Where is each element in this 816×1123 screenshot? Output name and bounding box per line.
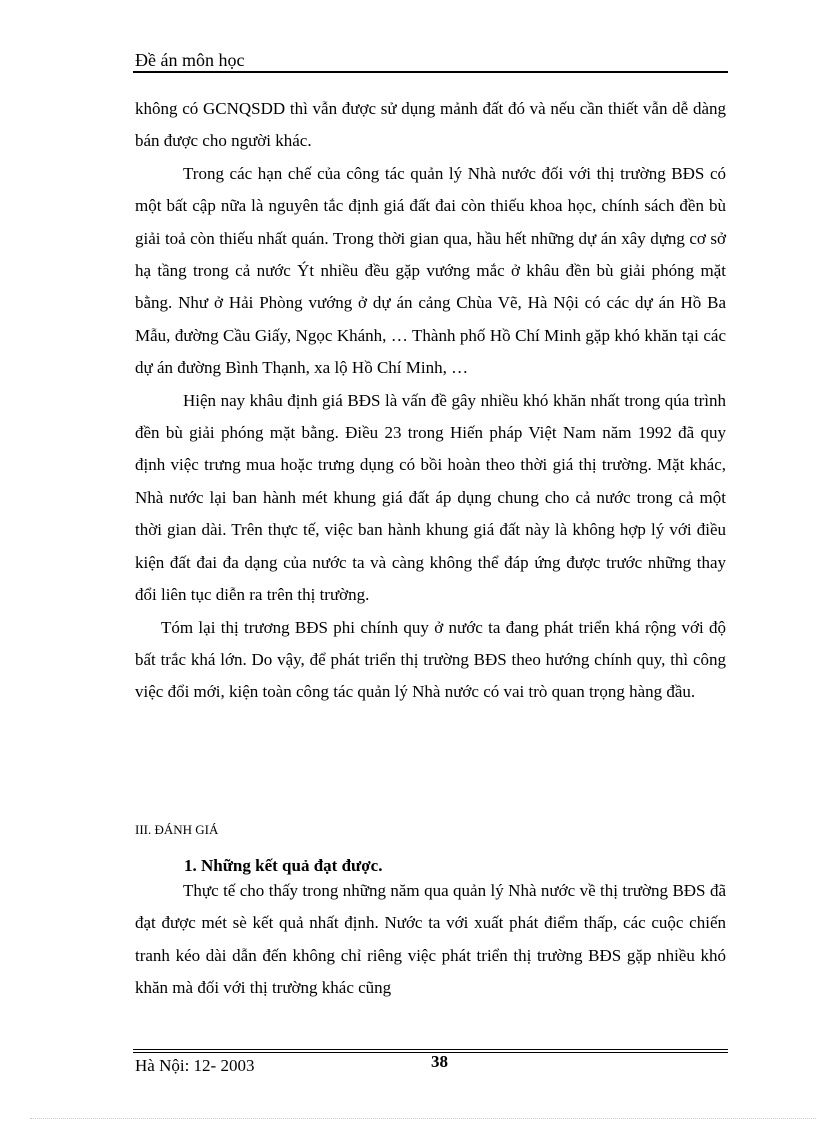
header-title: Đề án môn học — [135, 50, 245, 70]
header-rule — [133, 71, 728, 73]
page-number: 38 — [431, 1052, 448, 1071]
footer-rule — [133, 1049, 728, 1050]
paragraph: Thực tế cho thấy trong những năm qua quản lý Nhà nước về thị trường BĐS đã đạt được mét sè kết quả nhất định. Nước ta với xuất phát điểm thấp, các cuộc chiến tranh kéo dài dẫn đến không chỉ riêng việc phát triển thị trường BĐS gặp nhiều khó khăn mà đối với thị trường khác cũng — [135, 881, 726, 998]
paragraph: Trong các hạn chế của công tác quản lý Nhà nước đối với thị trường BĐS có một bất cập nữa là nguyên tắc định giá đất đai còn thiếu khoa học, chính sách đền bù giải toả còn thiếu nhất quán. Trong thời gian qua, hầu hết những dự án xây dựng cơ sở hạ tầng trong cả nước Ýt nhiều đều gặp vướng mắc ở khâu đền bù giải phóng mặt bằng. Như ở Hải Phòng vướng ở dự án cảng Chùa Vẽ, Hà Nội có các dự án Hồ Ba Mẫu, đường Cầu Giấy, Ngọc Khánh, … Thành phố Hồ Chí Minh gặp khó khăn tại các dự án đường Bình Thạnh, xa lộ Hồ Chí Minh, … — [135, 163, 726, 378]
paragraph-continuation: không có GCNQSDD thì vẫn được sử dụng mảnh đất đó và nếu cần thiết vẫn dễ dàng bán được cho người khác. — [135, 99, 726, 151]
section-heading: III. ĐÁNH GIÁ — [135, 822, 219, 837]
subsection-heading: 1. Những kết quả đạt được. — [184, 856, 383, 875]
body-text — [135, 93, 726, 709]
footer-date: Hà Nội: 12- 2003 — [135, 1056, 255, 1075]
page-edge-dotted-line — [30, 1118, 816, 1119]
paragraph: Tóm lại thị trương BĐS phi chính quy ở nước ta đang phát triển khá rộng với độ bất trắc khá lớn. Do vậy, để phát triển thị trường BĐS theo hướng chính quy, thì công việc đổi mới, kiện toàn công tác quản lý Nhà nước có vai trò quan trọng hàng đầu. — [135, 617, 726, 702]
paragraph: Hiện nay khâu định giá BĐS là vấn đề gây nhiều khó khăn nhất trong qúa trình đền bù giải phóng mặt bằng. Điều 23 trong Hiến pháp Việt Nam năm 1992 đã quy định việc trưng mua hoặc trưng dụng có bồi hoàn theo thời giá thị trường. Mặt khác, Nhà nước lại ban hành mét khung giá đất áp dụng chung cho cả nước trong cả một thời gian dài. Trên thực tế, việc ban hành khung giá đất này là không hợp lý với điều kiện đất đai đa dạng của nước ta và càng không thể đáp ứng được trước những thay đổi liên tục diễn ra trên thị trường. — [135, 390, 726, 605]
section-body-text — [135, 875, 726, 1005]
